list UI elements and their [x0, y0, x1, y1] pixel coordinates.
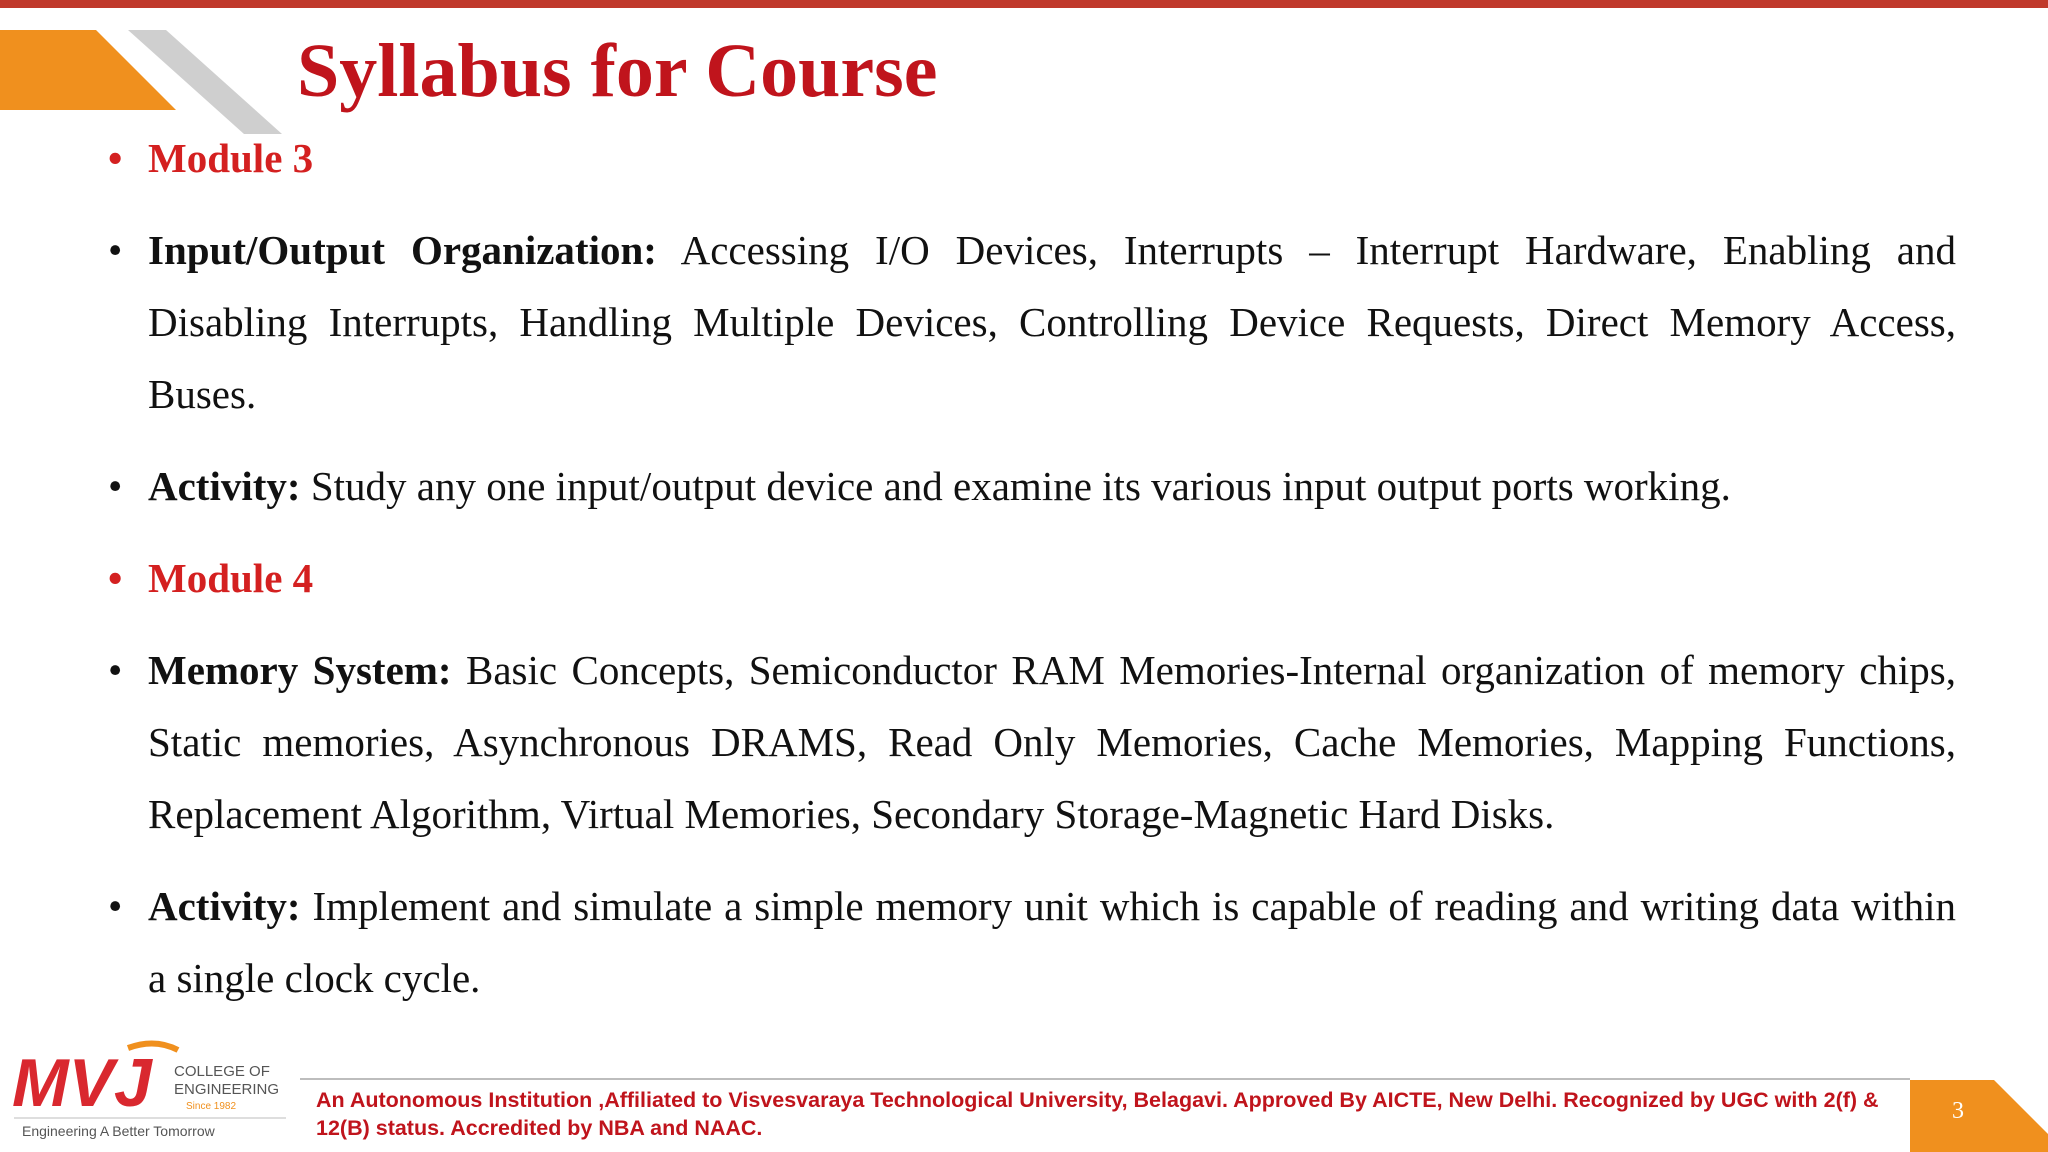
module-heading	[108, 542, 1956, 614]
logo-since: Since 1982	[186, 1101, 237, 1112]
logo-line1: COLLEGE OF	[174, 1063, 270, 1080]
college-logo	[10, 1036, 290, 1144]
bullet-icon: •	[108, 555, 123, 601]
bullet-icon: •	[108, 227, 123, 273]
topic-description: Basic Concepts, Semiconductor RAM Memories-Internal organization of memory chips, Static memories, Asynchronous DRAMS, Read Only Memories, Cache Memories, Mapping Functions, Replacement Algorithm, Virtual Memories, Secondary Storage-Magnetic Hard Disks.	[148, 647, 1956, 837]
bullet-icon: •	[108, 135, 123, 181]
logo-tagline: Engineering A Better Tomorrow	[22, 1123, 215, 1139]
topic-term: Input/Output Organization:	[148, 227, 657, 273]
syllabus-list	[108, 122, 1956, 1014]
topic-term: Activity:	[148, 463, 301, 509]
bullet-icon: •	[108, 883, 123, 929]
logo-line2: ENGINEERING	[174, 1081, 280, 1098]
list-item	[108, 450, 1956, 522]
footer-accreditation: An Autonomous Institution ,Affiliated to Visvesvaraya Technological University, Belagavi. Approved By AICTE, New Delhi. Recognized by UGC with 2(f) & 12(B) status. Accredited by NBA and NAAC.	[316, 1088, 1879, 1140]
list-item	[108, 634, 1956, 850]
module-label: Module 3	[148, 135, 314, 181]
logo-letters: MVJ	[12, 1045, 152, 1121]
topic-description: Accessing I/O Devices, Interrupts – Interrupt Hardware, Enabling and Disabling Interrupts, Handling Multiple Devices, Controlling Device Requests, Direct Memory Access, Buses.	[148, 227, 1956, 417]
topic-description: Implement and simulate a simple memory unit which is capable of reading and writing data within a single clock cycle.	[148, 883, 1956, 1001]
bullet-icon: •	[108, 463, 123, 509]
list-item	[108, 870, 1956, 1014]
list-item	[108, 214, 1956, 430]
footer-divider	[300, 1078, 1910, 1080]
topic-description: Study any one input/output device and examine its various input output ports working.	[300, 463, 1731, 509]
module-heading	[108, 122, 1956, 194]
top-accent-bar	[0, 0, 2048, 8]
bullet-icon: •	[108, 647, 123, 693]
page-number: 3	[1952, 1098, 1964, 1124]
topic-term: Memory System:	[148, 647, 452, 693]
slide-title: Syllabus for Course	[297, 29, 938, 113]
topic-term: Activity:	[148, 883, 301, 929]
module-label: Module 4	[148, 555, 314, 601]
gray-stripe-shape	[128, 30, 282, 134]
